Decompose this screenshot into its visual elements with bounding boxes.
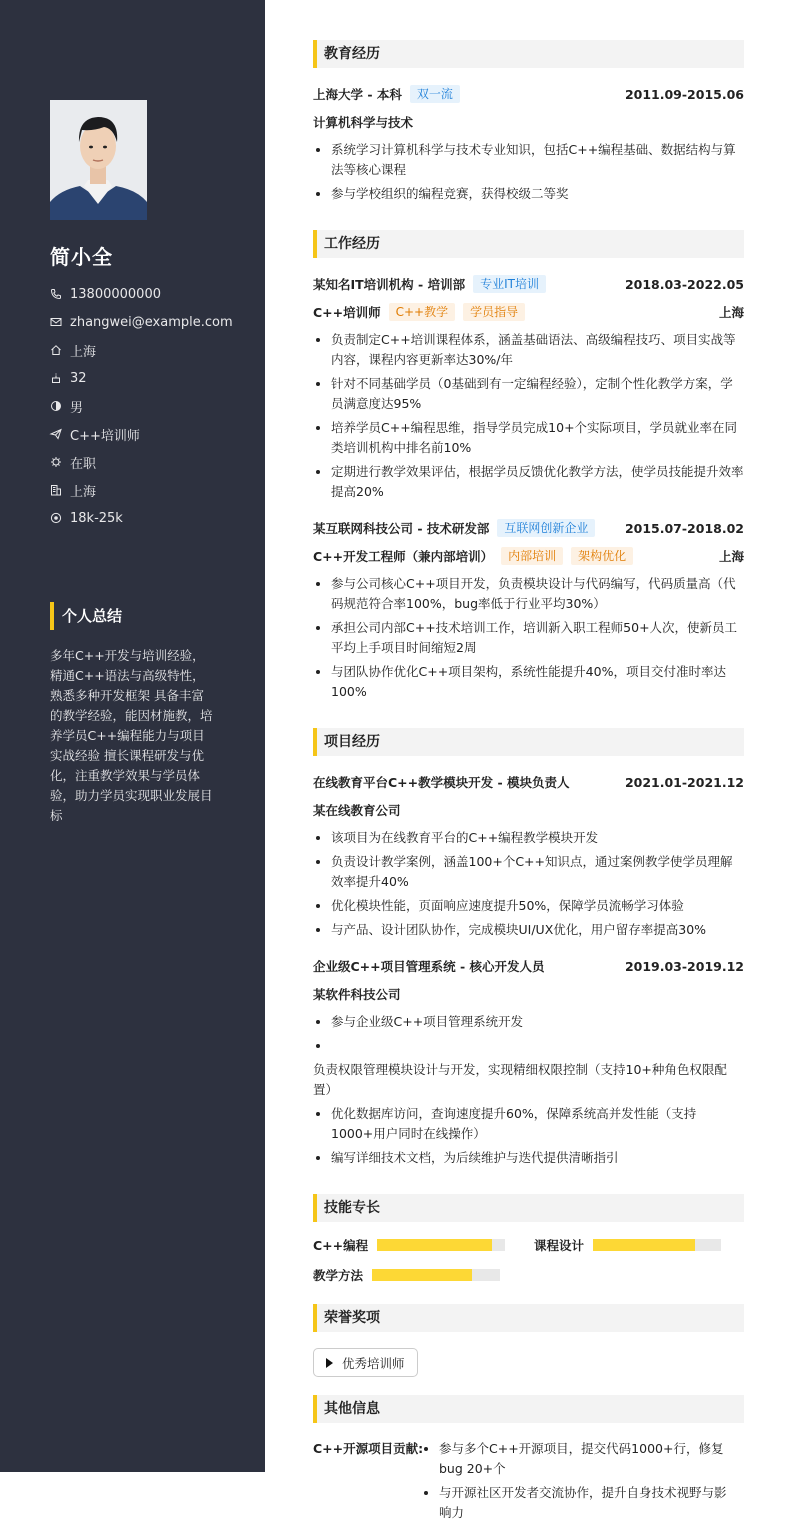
skills-row [313, 1266, 744, 1284]
section-title-other: 其他信息 [313, 1395, 744, 1423]
award-badge [313, 1348, 418, 1377]
info-email [50, 308, 233, 336]
skill-name: 教学方法 [313, 1268, 364, 1283]
other-info [313, 1439, 744, 1523]
info-text: 男 [70, 400, 84, 416]
list-item: 针对不同基础学员（0基础到有一定编程经验），定制个性化教学方案，学员满意度达95% [313, 374, 744, 414]
job-city: 上海 [718, 549, 744, 564]
list-item: 承担公司内部C++技术培训工作，培训新入职工程师50+人次，使新员工平均上手项目时间缩短2周 [313, 618, 744, 658]
loose-text-line: 负责权限管理模块设计与开发，实现精细权限控制（支持10+种角色权限配置） [313, 1062, 727, 1097]
section-title-projects: 项目经历 [313, 728, 744, 756]
company-name: 某知名IT培训机构 - 培训部 [313, 277, 466, 292]
school-name: 上海大学 - 本科 [313, 87, 402, 102]
company-name: 某互联网科技公司 - 技术研发部 [313, 521, 490, 536]
skill-bar-fill [372, 1269, 472, 1281]
section-title-work: 工作经历 [313, 230, 744, 258]
sidebar [0, 0, 265, 1472]
project-name: 企业级C++项目管理系统 - 核心开发人员 [313, 959, 545, 974]
info-text: 13800000000 [70, 286, 161, 302]
job-bullets [313, 574, 744, 702]
skill-item [534, 1236, 721, 1254]
role-tag: 学员指导 [463, 303, 525, 321]
age-icon [50, 372, 62, 384]
info-city [50, 476, 233, 504]
school-tag: 双一流 [410, 85, 460, 103]
list-item: 参与公司核心C++项目开发，负责模块设计与代码编写，代码质量高（代码规范符合率100%，bug率低于行业平均30%） [313, 574, 744, 614]
honors-list [313, 1348, 744, 1377]
play-icon [326, 1358, 333, 1368]
salary-icon [50, 512, 62, 524]
education-bullets [313, 140, 744, 204]
skills-row [313, 1236, 744, 1254]
skill-bar [593, 1239, 721, 1251]
role-tag: 内部培训 [501, 547, 563, 565]
role-tag: 架构优化 [571, 547, 633, 565]
info-text: zhangwei@example.com [70, 314, 233, 330]
info-phone [50, 280, 233, 308]
project-bullets [313, 1012, 744, 1056]
status-icon [50, 456, 62, 468]
summary-title: 个人总结 [50, 602, 122, 630]
list-item: 优化数据库访问，查询速度提升60%，保障系统高并发性能（支持1000+用户同时在线操作） [313, 1104, 744, 1144]
info-gender [50, 392, 233, 420]
role-tag: C++教学 [389, 303, 456, 321]
project-org [313, 800, 744, 820]
list-item: 与产品、设计团队协作，完成模块UI/UX优化，用户留存率提高30% [313, 920, 744, 940]
job-role [313, 302, 744, 322]
skill-bar [372, 1269, 500, 1281]
info-text: 在职 [70, 456, 97, 472]
award-name: 优秀培训师 [342, 1355, 405, 1371]
section-title-honors: 荣誉奖项 [313, 1304, 744, 1332]
info-text: 上海 [70, 344, 97, 360]
project-name: 在线教育平台C++教学模块开发 - 模块负责人 [313, 775, 570, 790]
info-age [50, 364, 233, 392]
education-major [313, 112, 744, 132]
gender-icon [50, 400, 62, 412]
other-label: C++开源项目贡献: [313, 1441, 424, 1456]
list-item: 与开源社区开发者交流协作，提升自身技术视野与影响力 [421, 1483, 737, 1523]
major-name: 计算机科学与技术 [313, 115, 414, 130]
job-header [313, 274, 744, 294]
list-item: 定期进行教学效果评估，根据学员反馈优化教学方法，使学员技能提升效率提高20% [313, 462, 744, 502]
role-name: C++开发工程师（兼内部培训） [313, 549, 494, 564]
avatar [50, 100, 147, 220]
info-job [50, 420, 233, 448]
project-date: 2019.03-2019.12 [624, 958, 744, 974]
company-tag: 互联网创新企业 [497, 519, 595, 537]
list-item: 参与多个C++开源项目，提交代码1000+行，修复bug 20+个 [421, 1439, 737, 1479]
skill-item [313, 1236, 534, 1254]
skill-bar-fill [377, 1239, 492, 1251]
job-city: 上海 [718, 305, 744, 320]
job-date: 2015.07-2018.02 [624, 520, 744, 536]
job-role [313, 546, 744, 566]
job-bullets [313, 330, 744, 502]
skill-item [313, 1266, 500, 1284]
org-name: 某软件科技公司 [313, 987, 401, 1002]
info-text: 18k-25k [70, 510, 123, 526]
list-item: 参与学校组织的编程竞赛，获得校级二等奖 [313, 184, 744, 204]
project-bullets [313, 828, 744, 940]
info-text: C++培训师 [70, 428, 140, 444]
project-org [313, 984, 744, 1004]
portrait-image [50, 100, 147, 220]
project-header [313, 956, 744, 976]
list-item: 优化模块性能，页面响应速度提升50%，保障学员流畅学习体验 [313, 896, 744, 916]
project-bullets-cont [313, 1104, 744, 1168]
mail-icon [50, 316, 62, 328]
summary-text: 多年C++开发与培训经验，精通C++语法与高级特性，熟悉多种开发框架 具备丰富的教学经验，能因材施教，培养学员C++编程能力与项目实战经验 擅长课程研发与优化，注重教学效果与学员体验，助力学员实现职业发展目标 [50, 648, 213, 823]
info-location [50, 336, 233, 364]
skill-bar [377, 1239, 505, 1251]
section-title-education: 教育经历 [313, 40, 744, 68]
list-item: 系统学习计算机科学与技术专业知识，包括C++编程基础、数据结构与算法等核心课程 [313, 140, 744, 180]
building-icon [50, 484, 62, 496]
education-date: 2011.09-2015.06 [624, 86, 744, 102]
list-item: 参与企业级C++项目管理系统开发 [313, 1012, 744, 1032]
contact-info [50, 280, 233, 532]
education-header [313, 84, 744, 104]
job-header [313, 518, 744, 538]
send-icon [50, 428, 62, 440]
other-bullets [421, 1439, 737, 1523]
project-header [313, 772, 744, 792]
project-date: 2021.01-2021.12 [624, 774, 744, 790]
section-title-skills: 技能专长 [313, 1194, 744, 1222]
company-tag: 专业IT培训 [473, 275, 546, 293]
info-status [50, 448, 233, 476]
list-item: 负责制定C++培训课程体系，涵盖基础语法、高级编程技巧、项目实战等内容，课程内容更新率达30%/年 [313, 330, 744, 370]
list-item: 该项目为在线教育平台的C++编程教学模块开发 [313, 828, 744, 848]
empty-list-item [313, 1036, 744, 1056]
skill-bar-fill [593, 1239, 695, 1251]
org-name: 某在线教育公司 [313, 803, 401, 818]
info-salary [50, 504, 233, 532]
candidate-name: 简小全 [50, 245, 113, 269]
list-item: 培养学员C++编程思维，指导学员完成10+个实际项目，学员就业率在同类培训机构中排名前10% [313, 418, 744, 458]
skill-name: 课程设计 [534, 1238, 585, 1253]
info-text: 32 [70, 370, 87, 386]
home-icon [50, 344, 62, 356]
job-date: 2018.03-2022.05 [624, 276, 744, 292]
list-item: 负责设计教学案例，涵盖100+个C++知识点，通过案例教学使学员理解效率提升40% [313, 852, 744, 892]
list-item: 与团队协作优化C++项目架构，系统性能提升40%，项目交付准时率达100% [313, 662, 744, 702]
main-content [313, 40, 744, 1523]
phone-icon [50, 288, 62, 300]
list-item: 编写详细技术文档，为后续维护与迭代提供清晰指引 [313, 1148, 744, 1168]
info-text: 上海 [70, 484, 97, 500]
skill-name: C++编程 [313, 1238, 369, 1253]
role-name: C++培训师 [313, 305, 381, 320]
